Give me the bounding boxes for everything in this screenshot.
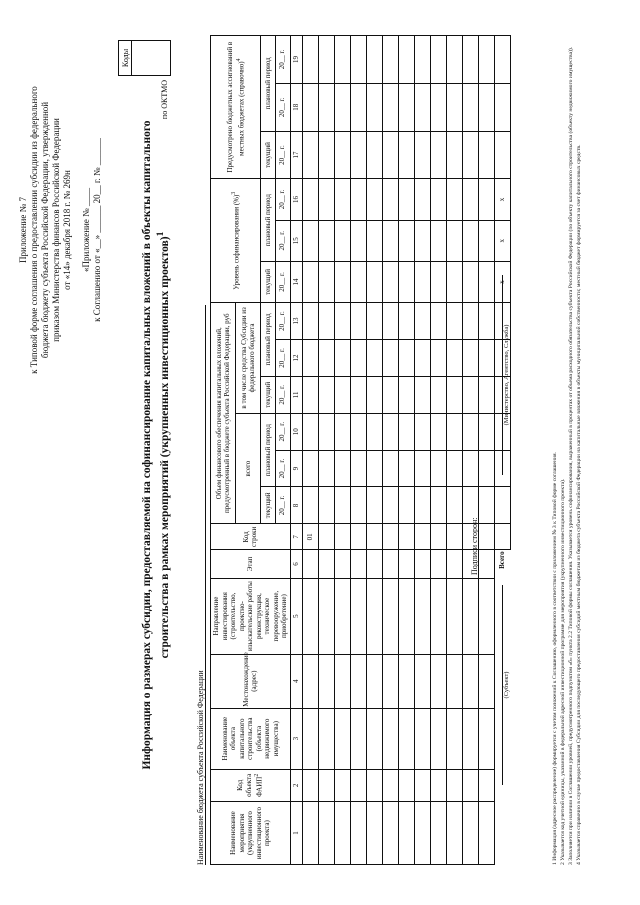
year-header: 20__ г. bbox=[275, 179, 290, 220]
footnotes bbox=[552, 35, 584, 865]
signature-right-caption: (Министерство, Агентство, Служба) bbox=[503, 324, 510, 426]
col-header: Наименование объекта капитального строительства (объекта недвижимого имущества) bbox=[211, 708, 291, 769]
table-row bbox=[318, 36, 334, 865]
col-header: Код объекта ФАИП$^2$ bbox=[211, 769, 291, 802]
year-header: 20__ г. bbox=[275, 261, 290, 302]
plan-header: плановый период bbox=[261, 413, 276, 487]
subsidy-table bbox=[210, 35, 511, 865]
title-text: Информация о размерах субсидии, предоставляемой на софинансирование капитальных вложений в объекты капитального строительства в рамках мероприятий (укрупненных инвестиционных проектов) bbox=[141, 120, 171, 770]
column-number: 17 bbox=[290, 131, 302, 179]
signature-right bbox=[492, 275, 510, 475]
table-row bbox=[398, 36, 414, 865]
footnote: 2 Указывается код учетной единицы, указанной в федеральной адресной инвестиционной программе для мероприятия (укрупненного инвестиционного проекта). bbox=[560, 478, 566, 865]
year-header: 20__ г. bbox=[275, 340, 290, 377]
year-header: 20__ г. bbox=[275, 303, 290, 340]
header-line: бюджета бюджету субъекта Российской Федерации, утвержденной bbox=[40, 101, 50, 359]
table-row bbox=[366, 36, 382, 865]
budget-label: Наименование бюджета субъекта Российской Федерации bbox=[196, 670, 205, 865]
current-header: текущий bbox=[261, 487, 276, 524]
header-line: к Типовой форме соглашения о предоставлении субсидии из федерального bbox=[29, 86, 39, 374]
col-header: Направление инвестирования (строительство, проектно-изыскательские работы реконструкция, техническое перевооружение, приобретение) bbox=[211, 578, 291, 654]
table-row bbox=[414, 36, 430, 865]
year-header: 20__ г. bbox=[275, 413, 290, 450]
header-line: приказом Министерства финансов Российской Федерации bbox=[51, 118, 61, 342]
column-number: 18 bbox=[290, 83, 302, 131]
header-line: Приложение № 7 bbox=[18, 197, 28, 263]
total-header: всего bbox=[236, 413, 261, 524]
signature-left bbox=[492, 585, 510, 785]
code-cell bbox=[132, 41, 171, 76]
col-header: Наименование мероприятия (укрупненного инвестиционного проекта) bbox=[211, 802, 291, 865]
column-number: 3 bbox=[290, 708, 302, 769]
plan-header: плановый период bbox=[261, 179, 276, 261]
column-number: 6 bbox=[290, 550, 302, 578]
budget-name-line bbox=[196, 305, 206, 865]
appendix-line: «Приложение № ____ bbox=[81, 188, 91, 272]
x-mark: х bbox=[494, 261, 510, 302]
oktmo-label: по ОКТМО bbox=[160, 80, 169, 120]
codes-label: Коды bbox=[119, 41, 132, 76]
plan-header: плановый период bbox=[261, 303, 276, 377]
current-header: текущий bbox=[261, 261, 276, 302]
col-header: Местонахождение (адрес) bbox=[211, 654, 291, 708]
document-title bbox=[140, 95, 172, 795]
column-number: 11 bbox=[290, 376, 302, 413]
column-number: 1 bbox=[290, 802, 302, 865]
year-header: 20__ г. bbox=[275, 376, 290, 413]
column-number: 2 bbox=[290, 769, 302, 802]
column-number: 16 bbox=[290, 179, 302, 220]
document-header bbox=[18, 40, 103, 420]
column-number: 5 bbox=[290, 578, 302, 654]
column-number: 10 bbox=[290, 413, 302, 450]
federal-header: в том числе средства Субсидии из федерального бюджета bbox=[236, 303, 261, 414]
year-header: 20__ г. bbox=[275, 83, 290, 131]
year-header: 20__ г. bbox=[275, 36, 290, 84]
footnote: 3 Заполняется при наличии в Соглашении уровней, предусмотренного подпунктом «б» пункта 2.2 Типовой формы соглашения. Указывается уровень софинансирования, выраженный в процентах от объема расходного обязательства субъекта Российской Федерации (по объекту капитального строительства (объекту недвижимого имущества)). bbox=[568, 46, 574, 865]
column-number: 9 bbox=[290, 450, 302, 487]
title-footnote-ref: 1 bbox=[155, 231, 166, 237]
table-row bbox=[446, 36, 462, 865]
footnote: 1 Информация (адресное распределение) формируется с учетом положений к Соглашению, оформленного в соответствии с приложением № 3 к Типовой форме соглашения. bbox=[552, 452, 558, 865]
column-number: 4 bbox=[290, 654, 302, 708]
year-header: 20__ г. bbox=[275, 487, 290, 524]
column-numbers-row bbox=[290, 36, 302, 865]
col-header: Этап bbox=[211, 550, 291, 578]
volume-header: Объем финансового обеспечения капитальных вложений, предусмотренный в бюджете субъекта Российской Федерации, руб bbox=[211, 303, 236, 524]
footnote: 4 Указывается справочно в случае предоставления Субсидии для последующего предоставления субсидий местным бюджетам из бюджета субъекта Российской Федерации на капитальные вложения в объекты муниципальной собственности; местный бюджет формируется за счет финансовых средств. bbox=[576, 144, 582, 865]
column-number: 8 bbox=[290, 487, 302, 524]
year-header: 20__ г. bbox=[275, 220, 290, 261]
plan-header: плановый период bbox=[261, 36, 276, 132]
column-number: 15 bbox=[290, 220, 302, 261]
header-line: от «14» декабря 2018 г. № 269н bbox=[62, 170, 72, 290]
column-number: 19 bbox=[290, 36, 302, 84]
table-row bbox=[462, 36, 478, 865]
agreement-line: к Соглашению от «__» ______ 20__ г. № ______ bbox=[92, 138, 102, 322]
year-header: 20__ г. bbox=[275, 131, 290, 179]
table-row bbox=[334, 36, 350, 865]
table-row bbox=[302, 36, 318, 865]
table-row bbox=[350, 36, 366, 865]
column-number: 12 bbox=[290, 340, 302, 377]
level-header: Уровень софинансирования (%)$^3$ bbox=[211, 179, 261, 303]
signature-left-caption: (Субъект) bbox=[503, 671, 510, 699]
current-header: текущий bbox=[261, 131, 276, 179]
x-mark: х bbox=[494, 220, 510, 261]
row-code: 01 bbox=[302, 524, 318, 550]
current-header: текущий bbox=[261, 376, 276, 413]
column-number: 7 bbox=[290, 524, 302, 550]
total-label: Всего bbox=[498, 551, 506, 569]
table-row bbox=[382, 36, 398, 865]
local-header: Предусмотрено бюджетных ассигнований в местных бюджетах (справочно)$^4$ bbox=[211, 36, 261, 179]
year-header: 20__ г. bbox=[275, 450, 290, 487]
table-row bbox=[430, 36, 446, 865]
column-number: 14 bbox=[290, 261, 302, 302]
signatures-label: Подписи сторон: bbox=[470, 517, 479, 575]
column-number: 13 bbox=[290, 303, 302, 340]
codes-box bbox=[118, 40, 171, 76]
x-mark: х bbox=[494, 179, 510, 220]
col-header: Код строки bbox=[211, 524, 291, 550]
